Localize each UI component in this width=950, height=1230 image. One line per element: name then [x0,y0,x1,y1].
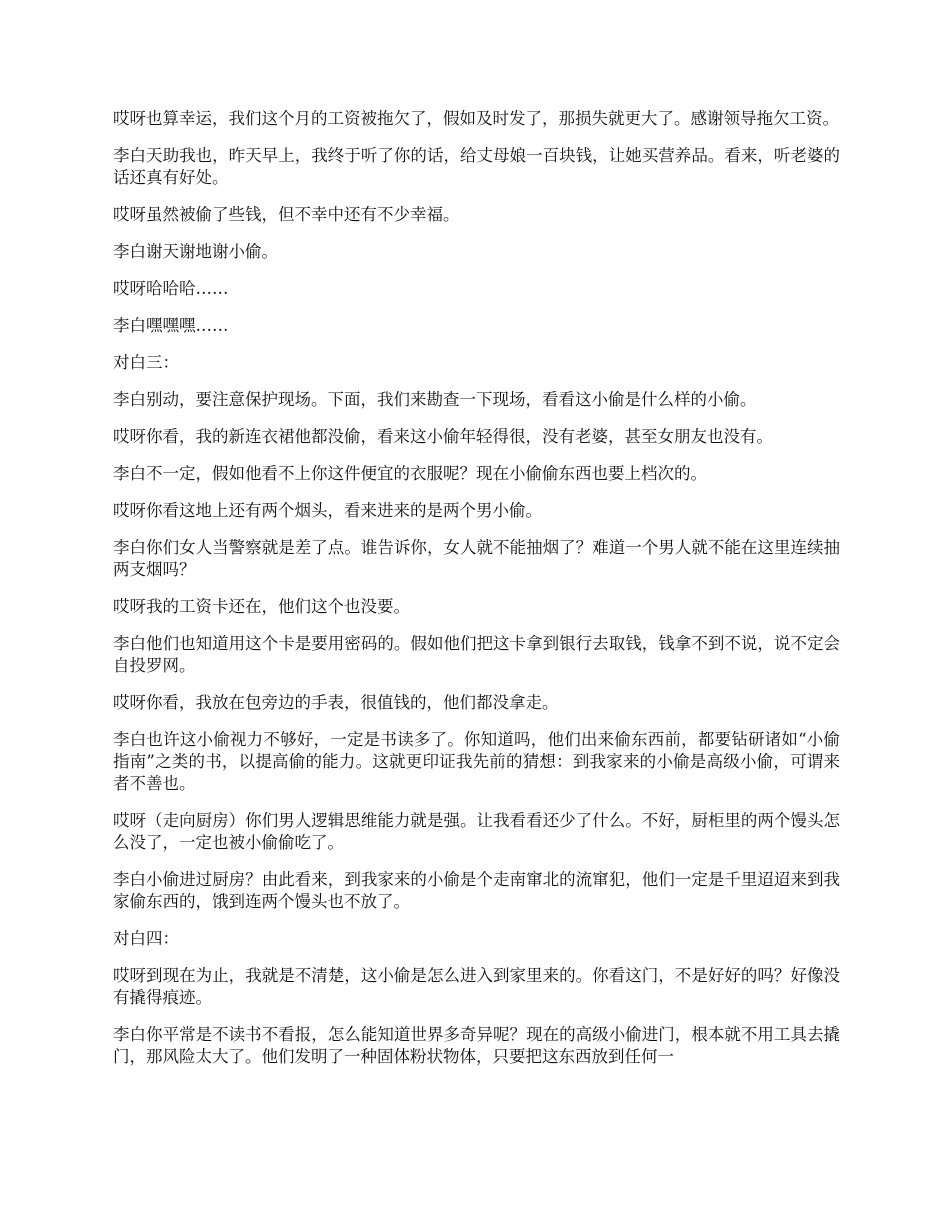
paragraph: 李白嘿嘿嘿…… [113,316,229,335]
paragraph: 李白他们也知道用这个卡是要用密码的。假如他们把这卡拿到银行去取钱，钱拿不到不说，说不定会自投罗网。 [113,634,840,675]
paragraph: 李白别动，要注意保护现场。下面，我们来勘查一下现场，看看这小偷是什么样的小偷。 [113,390,757,409]
document-page [113,108,840,1083]
paragraph: 李白也许这小偷视力不够好，一定是书读多了。你知道吗，他们出来偷东西前，都要钻研诸如“小偷指南”之类的书，以提高偷的能力。这就更印证我先前的猜想：到我家来的小偷是高级小偷，可谓来者不善也。 [113,730,840,793]
paragraph: 哎呀虽然被偷了些钱，但不幸中还有不少幸福。 [113,205,460,224]
paragraph: 李白你平常是不读书不看报，怎么能知道世界多奇异呢？现在的高级小偷进门，根本就不用工具去撬门，那风险太大了。他们发明了一种固体粉状物体，只要把这东西放到任何一 [113,1025,840,1066]
paragraph: 哎呀你看，我放在包旁边的手表，很值钱的，他们都没拿走。 [113,693,559,712]
paragraph: 哎呀你看，我的新连衣裙他都没偷，看来这小偷年轻得很，没有老婆，甚至女朋友也没有。 [113,427,773,446]
paragraph: 哎呀到现在为止，我就是不清楚，这小偷是怎么进入到家里来的。你看这门，不是好好的吗？好像没有撬得痕迹。 [113,966,840,1007]
paragraph: 李白天助我也，昨天早上，我终于听了你的话，给丈母娘一百块钱，让她买营养品。看来，听老婆的话还真有好处。 [113,146,840,187]
section-heading: 对白四： [113,929,179,948]
paragraph: 李白小偷进过厨房？由此看来，到我家来的小偷是个走南窜北的流窜犯，他们一定是千里迢迢来到我家偷东西的，饿到连两个馒头也不放了。 [113,870,840,911]
paragraph: 哎呀你看这地上还有两个烟头，看来进来的是两个男小偷。 [113,501,542,520]
paragraph: 哎呀（走向厨房）你们男人逻辑思维能力就是强。让我看看还少了什么。不好，厨柜里的两个馒头怎么没了，一定也被小偷偷吃了。 [113,811,840,852]
paragraph: 李白谢天谢地谢小偷。 [113,242,278,261]
paragraph: 李白你们女人当警察就是差了点。谁告诉你，女人就不能抽烟了？难道一个男人就不能在这里连续抽两支烟吗？ [113,538,840,579]
section-heading: 对白三： [113,353,179,372]
paragraph: 哎呀也算幸运，我们这个月的工资被拖欠了，假如及时发了，那损失就更大了。感谢领导拖欠工资。 [113,109,839,128]
paragraph: 哎呀哈哈哈…… [113,279,229,298]
paragraph: 李白不一定，假如他看不上你这件便宜的衣服呢？现在小偷偷东西也要上档次的。 [113,464,707,483]
paragraph: 哎呀我的工资卡还在，他们这个也没要。 [113,597,410,616]
